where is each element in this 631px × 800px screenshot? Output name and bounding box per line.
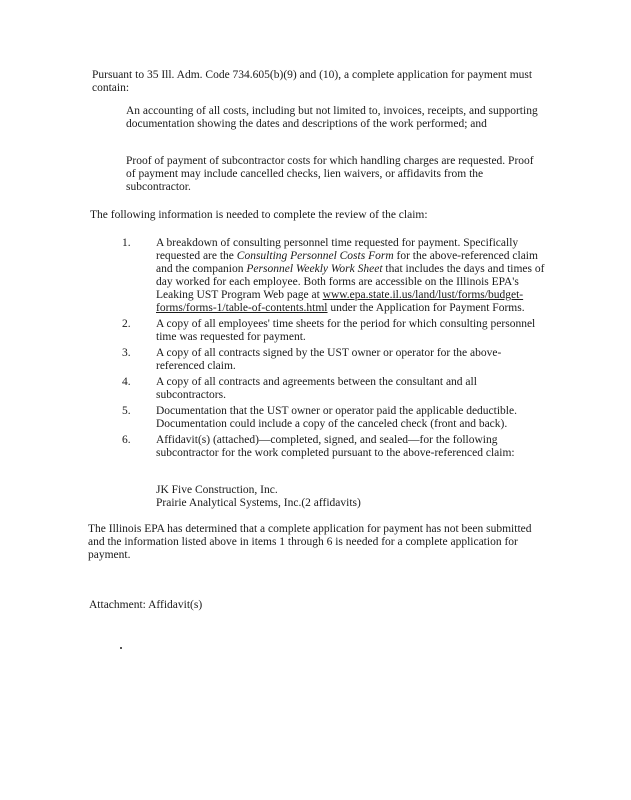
list-item bbox=[122, 405, 547, 431]
needed-information-list bbox=[122, 237, 547, 463]
item-number: 3. bbox=[122, 347, 131, 359]
list-item bbox=[122, 347, 547, 373]
item-text: A breakdown of consulting personnel time requested for payment. Specifically requested are the Consulting Personnel Costs Form for the above-referenced claim and the companion Personnel Weekly Work Sheet that includes the days and times of day worked for each employee. Both forms are accessible on the Illinois EPA's Leaking UST Program Web page at www.epa.state.il.us/land/lust/forms/budget-forms/forms-1/table-of-contents.html under the Application for Payment Forms. bbox=[156, 237, 545, 314]
list-item bbox=[122, 318, 547, 344]
lead-in-paragraph: The following information is needed to complete the review of the claim: bbox=[90, 209, 428, 221]
subcontractor-name: JK Five Construction, Inc. bbox=[156, 484, 278, 496]
list-item bbox=[122, 434, 547, 460]
form-name-weekly-work-sheet: Personnel Weekly Work Sheet bbox=[246, 263, 383, 275]
subcontractor-list bbox=[156, 484, 361, 510]
item-text: Affidavit(s) (attached)—completed, signed, and sealed—for the following subcontractor for the work completed pursuant to the above-referenced claim: bbox=[156, 434, 515, 459]
item-number: 1. bbox=[122, 237, 131, 249]
subcontractor-name: Prairie Analytical Systems, Inc.(2 affidavits) bbox=[156, 497, 361, 509]
intro-paragraph: Pursuant to 35 Ill. Adm. Code 734.605(b)(9) and (10), a complete application for payment must contain: bbox=[92, 69, 533, 94]
item-number: 5. bbox=[122, 405, 131, 417]
list-item bbox=[122, 237, 547, 315]
item-text: Documentation that the UST owner or operator paid the applicable deductible. Documentation could include a copy of the canceled check (front and back). bbox=[156, 405, 517, 430]
requirement-proof-of-payment: Proof of payment of subcontractor costs for which handling charges are requested. Proof of payment may include cancelled checks, lien waivers, or affidavits from the subcontractor. bbox=[126, 155, 534, 193]
closing-paragraph: The Illinois EPA has determined that a complete application for payment has not been submitted and the information listed above in items 1 through 6 is needed for a complete application for payment. bbox=[88, 523, 532, 561]
item-text: A copy of all contracts signed by the UST owner or operator for the above-referenced claim. bbox=[156, 347, 502, 372]
item-number: 4. bbox=[122, 376, 131, 388]
item-number: 2. bbox=[122, 318, 131, 330]
item-number: 6. bbox=[122, 434, 131, 446]
list-item bbox=[122, 376, 547, 402]
attachment-line: Attachment: Affidavit(s) bbox=[89, 599, 203, 611]
requirement-accounting: An accounting of all costs, including but not limited to, invoices, receipts, and supporting documentation showing the dates and descriptions of the work performed; and bbox=[126, 105, 538, 130]
item-text: A copy of all employees' time sheets for the period for which consulting personnel time was requested for payment. bbox=[156, 318, 536, 343]
item-text: A copy of all contracts and agreements between the consultant and all subcontractors. bbox=[156, 376, 477, 401]
form-name-consulting-costs: Consulting Personnel Costs Form bbox=[236, 250, 394, 262]
forms-web-link[interactable]: www.epa.state.il.us/land/lust/forms/budget-forms/forms-1/table-of-contents.html bbox=[156, 289, 524, 314]
stray-mark bbox=[120, 647, 122, 649]
